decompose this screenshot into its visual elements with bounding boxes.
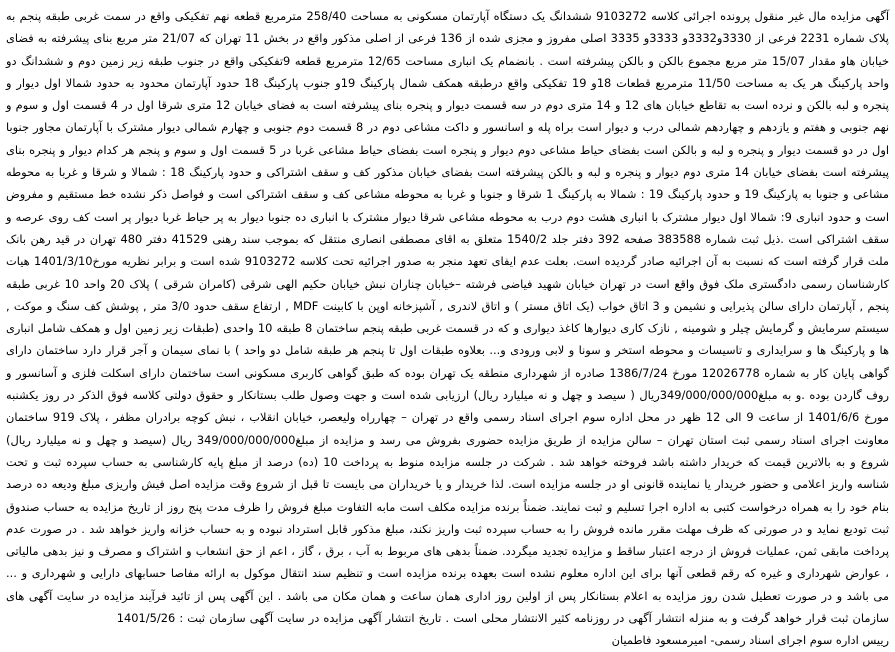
auction-notice-document	[6, 5, 890, 648]
auction-notice-body: آگهی مزایده مال غیر منقول پرونده اجرائی کلاسه 9103272 ششدانگ یک دستگاه آپارتمان مسکونی به مساحت 258/40 مترمربع قطعه نهم تفکیکی واقع در سمت غربی طبقه پنجم به پلاک شماره 2231 فرعی از 3330و3332و 3333و 3335 اصلی مفروز و مجزی شده از 136 فرعی از اصلی مذکور واقع در بخش 11 تهران که 21/07 متر مربع بنای پیشرفته به فضای خیابان هاو مقدار 15/07 متر مربع مجموع بالکن و بالکن پیشرفته است . بانضمام یک انباری مساحت 12/65 مترمربع قطعه 9تفکیکی واقع در جنوب طبقه زیر زمین دوم و ششدانگ دو واحد پارکینگ هر یک به مساحت 11/50 مترمربع قطعات 18و 19 تفکیکی واقع درطبقه همکف شمال پارکینگ 19و جنوب پارکینگ 18 حدود آپارتمان محدود به حدود شمالا اول دیوار و پنجره و لبه بالکن و نرده است به تقاطع خیابان های 12 و 14 متری دوم در سه قسمت دیوار و پنجره بنای پیشرفته است به فضای خیابان 12 متری شرقا اول در 4 قسمت اول و سوم و نهم جنوبی و هفتم و یازدهم و چهاردهم شمالی درب و دیوار است براه پله و اسانسور و داکت مشاعی دوم در 8 قسمت دوم جنوبی و چهارم شمالی دیوار مشترک با آپارتمان مجاور جنوبا اول در دو قسمت دیوار و پنجره و لبه و بالکن است بفضای حیاط مشاعی دوم دیوار و پنجره است بفضای حیاط مشاعی غربا در 5 قسمت اول و سوم و پنجم هر کدام دیوار و پنجره بنای پیشرفته است بفضای خیابان 14 متری دوم دیوار و پنجره و لبه و بالکن پیشرفته است بفضای خیابان مذکور کف و سقف اشتراکی و حدود پارکینگ 18 : شمالا و شرقا و غربا به محوطه مشاعی و جنوبا به پارکینگ 19 و حدود پارکینگ 19 : شمالا به پارکینگ 1 شرقا و جنوبا و غربا به محوطه مشاعی کف و سقف اشتراکی است و فواصل ذکر نشده خط مستقیم و مفروض است و حدود انباری 9: شمالا اول دیوار مشترک با انباری هشت دوم درب به محوطه مشاعی شرقا دیوار مشترک با انباری ده جنوبا دیوار به پر حیاط غربا دیوار پر است کف روی عرصه و سقف اشتراکی است .ذیل ثبت شماره 383588 صفحه 392 دفتر جلد 1540/2 متعلق به اقای مصطفی انصاری منتقل که بموجب سند رهنی 41529 دفتر 480 تهران در قید رهن بانک ملت قرار گرفته است که نسبت به آن اجرائیه صادر گردیده است. بعلت عدم ایفای تعهد منجر به صدور اجرائیه تحت کلاسه 9103272 شده است و برابر نظریه مورخ1401/3/10 هیات کارشناسان رسمی دادگستری ملک فوق واقع است در تهران خیابان شهید فیاضی فرشته –خیابان چناران نبش خیابان حکیم الهی شرقی (کامران شرقی ) پلاک 20 واحد 10 غربی طبقه پنجم , آپارتمان دارای سالن پذیرایی و نشیمن و 3 اتاق خواب (یک اتاق مستر ) و اتاق لاندری , آشپزخانه اوپن با کابینت MDF , ارتفاع سقف حدود 3/0 متر , پوشش کف سنگ و موکت , سیستم سرمایش و گرمایش چیلر و شومینه , نازک کاری دیوارها کاغذ دیواری و که در قسمت غربی طبقه پنجم ساختمان 8 طبقه 10 واحدی (طبقات زیر زمین اول و همکف شامل انباری ها و پارکینگ ها و سرایداری و تاسیسات و محوطه استخر و سونا و لابی ورودی و... بعلاوه طبقات اول تا پنجم هر طبقه شامل دو واحد ) با نمای سیمان و آجر قرار دارد ساختمان دارای گواهی پایان کار به شماره 12026778 مورخ 1386/7/24 صادره از شهرداری منطقه یک تهران بوده که طبق گواهی کاربری مسکونی است ساختمان دارای اسکلت فلزی و آسانسور و روف گاردن بوده .و به مبلغ349/000/000/000ریال ( سیصد و چهل و نه میلیارد ریال) ارزیابی شده است و جهت وصول طلب بستانکار و حقوق دولتی کلاسه فوق الذکر در روز یکشنبه مورخ 1401/6/6 از ساعت 9 الی 12 ظهر در محل اداره سوم اجرای اسناد رسمی واقع در تهران – چهارراه ولیعصر، خیابان انقلاب ، نبش کوچه برادران مظفر ، پلاک 919 ساختمان معاونت اجرای اسناد رسمی ثبت استان تهران – سالن مزایده از طریق مزایده حضوری بفروش می رسد و مزایده از مبلغ349/000/000/000 ریال (سیصد و چهل و نه میلیارد ریال) شروع و به بالاترین قیمت که خریدار داشته باشد فروخته خواهد شد . شرکت در جلسه مزایده منوط به پرداخت 10 (ده) درصد از مبلغ پایه کارشناسی به حساب سپرده ثبت و تحت شناسه واریز اعلامی و حضور خریدار یا نماینده قانونی او در جلسه مزایده است. لذا خریدار و یا خریداران می بایست تا قبل از شروع وقت مزایده اصل فیش واریزی مبلغ ودیعه ده درصد بنام خود را به همراه درخواست کتبی به اداره اجرا تسلیم و ثبت نمایند. ضمناً برنده مزایده مکلف است مابه التفاوت مبلغ فروش را ظرف مدت پنج روز از تاریخ مزایده به حساب صندوق ثبت تودیع نماید و در صورتی که ظرف مهلت مقرر مانده فروش را به حساب سپرده ثبت واریز نکند، مبلغ مذکور قابل استرداد نبوده و به حساب خزانه واریز خواهد شد . در صورت عدم پرداخت مابقی ثمن، عملیات فروش از درجه اعتبار ساقط و مزایده تجدید میگردد. ضمناً بدهی های مربوط به آب ، برق ، گاز ، اعم از حق انشعاب و اشتراک و مصرف و نیز بدهی مالیاتی ، عوارض شهرداری و غیره که رقم قطعی آنها برای این اداره معلوم نشده است بعهده برنده مزایده است و تنظیم سند انتقال موکول به ارائه مفاصا حسابهای دارایی و شهرداری و ... می باشد و در صورت تعطیل شدن روز مزایده به اعلام بستانکار پس از اولین روز اداری همان ساعت و همان مکان می باشد . این آگهی پس از تائید فرآیند مزایده در سایت آگهی های سازمان ثبت قرار خواهد گرفت و به منزله انتشار آگهی در روزنامه کثیر الانتشار محلی است . تاریخ انتشار آگهی مزایده در سایت آگهی سازمان ثبت : 1401/5/26	[6, 9, 890, 626]
signature-line: رییس اداره سوم اجرای اسناد رسمی- امیرمسعود فاطمیان	[611, 633, 889, 648]
